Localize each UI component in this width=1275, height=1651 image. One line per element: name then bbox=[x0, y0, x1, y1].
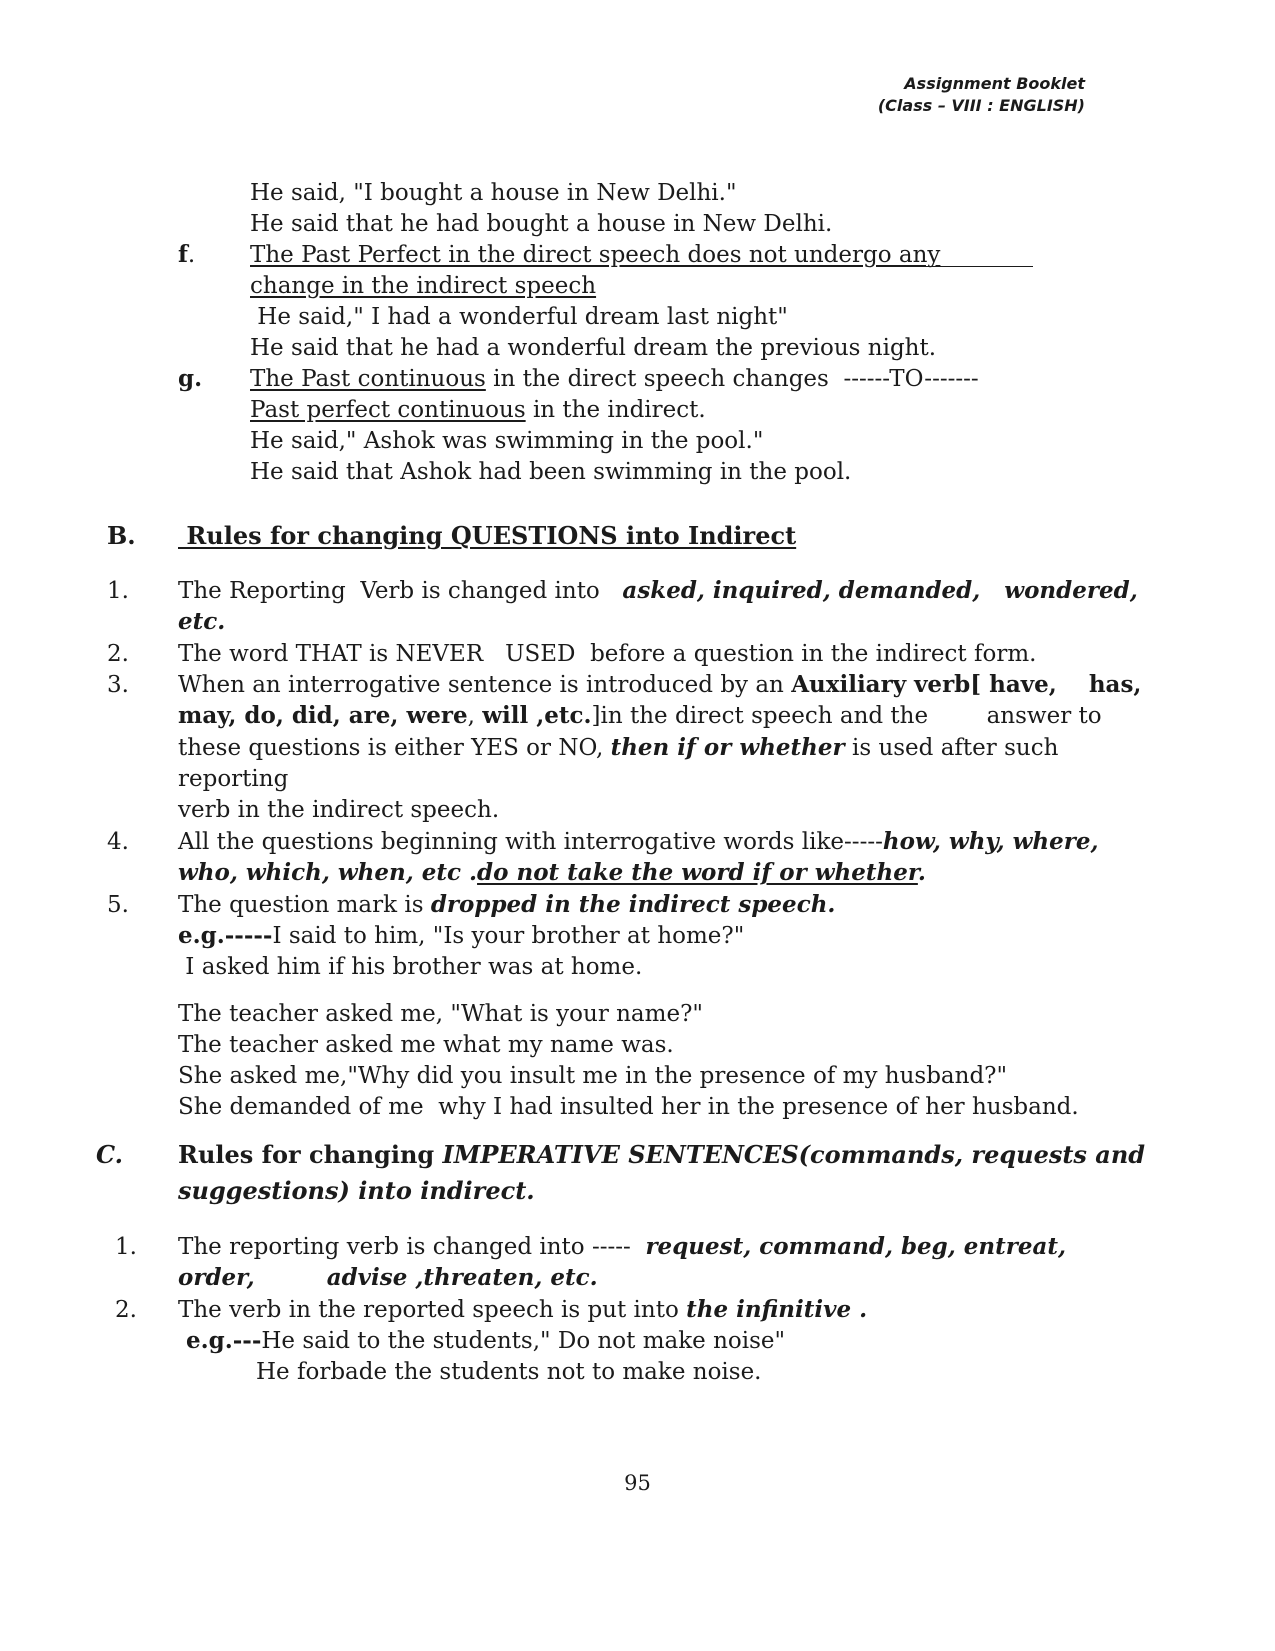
section-c-title-line1: Rules for changing IMPERATIVE SENTENCES(commands, requests and bbox=[178, 1140, 1146, 1169]
running-header bbox=[878, 73, 1085, 117]
b-rule-3-line5: verb in the indirect speech. bbox=[178, 797, 500, 823]
b-rule-4-line2: who, which, when, etc .do not take the word if or whether. bbox=[178, 859, 926, 886]
b-rule-5-line1: The question mark is dropped in the indirect speech. bbox=[178, 891, 836, 918]
header-subtitle: (Class – VIII : ENGLISH) bbox=[877, 96, 1085, 115]
b-rule-5-example-1-indirect: I asked him if his brother was at home. bbox=[178, 954, 643, 980]
b-rule-3-line2: may, do, did, are, were, will ,etc.]in the direct speech and the answer to bbox=[178, 702, 1102, 729]
c-rule-2-example-direct: e.g.---He said to the students," Do not make noise" bbox=[186, 1327, 786, 1354]
b-rule-5-example-3-indirect: She demanded of me why I had insulted her in the presence of her husband. bbox=[178, 1094, 1079, 1120]
section-c-title-line2: suggestions) into indirect. bbox=[178, 1176, 535, 1205]
section-b-letter: B. bbox=[107, 521, 136, 550]
c-rule-2-number: 2. bbox=[115, 1297, 137, 1323]
header-title: Assignment Booklet bbox=[904, 74, 1085, 93]
b-rule-3-line3: these questions is either YES or NO, then if or whether is used after such bbox=[178, 734, 1059, 761]
b-rule-1-number: 1. bbox=[107, 578, 129, 604]
rule-g-line1: The Past continuous in the direct speech changes ------TO------- bbox=[250, 366, 979, 392]
example-e-indirect: He said that he had bought a house in New Delhi. bbox=[250, 211, 833, 237]
page-number: 95 bbox=[624, 1471, 651, 1495]
c-rule-1-line2: order, advise ,threaten, etc. bbox=[178, 1264, 598, 1291]
b-rule-1-line1: The Reporting Verb is changed into asked, inquired, demanded, wondered, bbox=[178, 577, 1138, 604]
rule-f-line1: The Past Perfect in the direct speech does not undergo any bbox=[250, 242, 941, 268]
rule-f-line2: change in the indirect speech bbox=[250, 273, 597, 299]
rule-g-direct: He said," Ashok was swimming in the pool." bbox=[250, 428, 764, 454]
b-rule-5-example-2-indirect: The teacher asked me what my name was. bbox=[178, 1032, 674, 1058]
b-rule-2-number: 2. bbox=[107, 641, 129, 667]
rule-f-letter: f. bbox=[178, 241, 196, 268]
b-rule-3-number: 3. bbox=[107, 672, 129, 698]
rule-g-indirect: He said that Ashok had been swimming in the pool. bbox=[250, 459, 852, 485]
section-c-letter: C. bbox=[96, 1140, 124, 1169]
b-rule-3-line4: reporting bbox=[178, 766, 289, 792]
b-rule-1-line2: etc. bbox=[178, 608, 226, 635]
b-rule-2-text: The word THAT is NEVER USED before a question in the indirect form. bbox=[178, 641, 1037, 667]
c-rule-1-number: 1. bbox=[115, 1234, 137, 1260]
blank-underline bbox=[895, 266, 1033, 267]
section-b-title: Rules for changing QUESTIONS into Indirect bbox=[178, 521, 797, 550]
c-rule-2-example-indirect: He forbade the students not to make noise. bbox=[256, 1359, 762, 1385]
rule-g-letter: g. bbox=[178, 365, 203, 392]
c-rule-2-line1: The verb in the reported speech is put into the infinitive . bbox=[178, 1296, 868, 1323]
b-rule-3-line1: When an interrogative sentence is introduced by an Auxiliary verb[ have, has, bbox=[178, 671, 1142, 698]
example-e-direct: He said, "I bought a house in New Delhi." bbox=[250, 180, 737, 206]
b-rule-5-number: 5. bbox=[107, 892, 129, 918]
b-rule-4-line1: All the questions beginning with interrogative words like-----how, why, where, bbox=[178, 828, 1099, 855]
rule-f-indirect: He said that he had a wonderful dream the previous night. bbox=[250, 335, 937, 361]
b-rule-5-example-2-direct: The teacher asked me, "What is your name?" bbox=[178, 1001, 703, 1027]
c-rule-1-line1: The reporting verb is changed into ----- request, command, beg, entreat, bbox=[178, 1233, 1067, 1260]
rule-f-direct: He said," I had a wonderful dream last night" bbox=[250, 304, 788, 330]
b-rule-4-number: 4. bbox=[107, 829, 129, 855]
b-rule-5-example-3-direct: She asked me,"Why did you insult me in the presence of my husband?" bbox=[178, 1063, 1008, 1089]
b-rule-5-example-1-direct: e.g.-----I said to him, "Is your brother at home?" bbox=[178, 922, 745, 949]
rule-g-line2: Past perfect continuous in the indirect. bbox=[250, 397, 706, 423]
